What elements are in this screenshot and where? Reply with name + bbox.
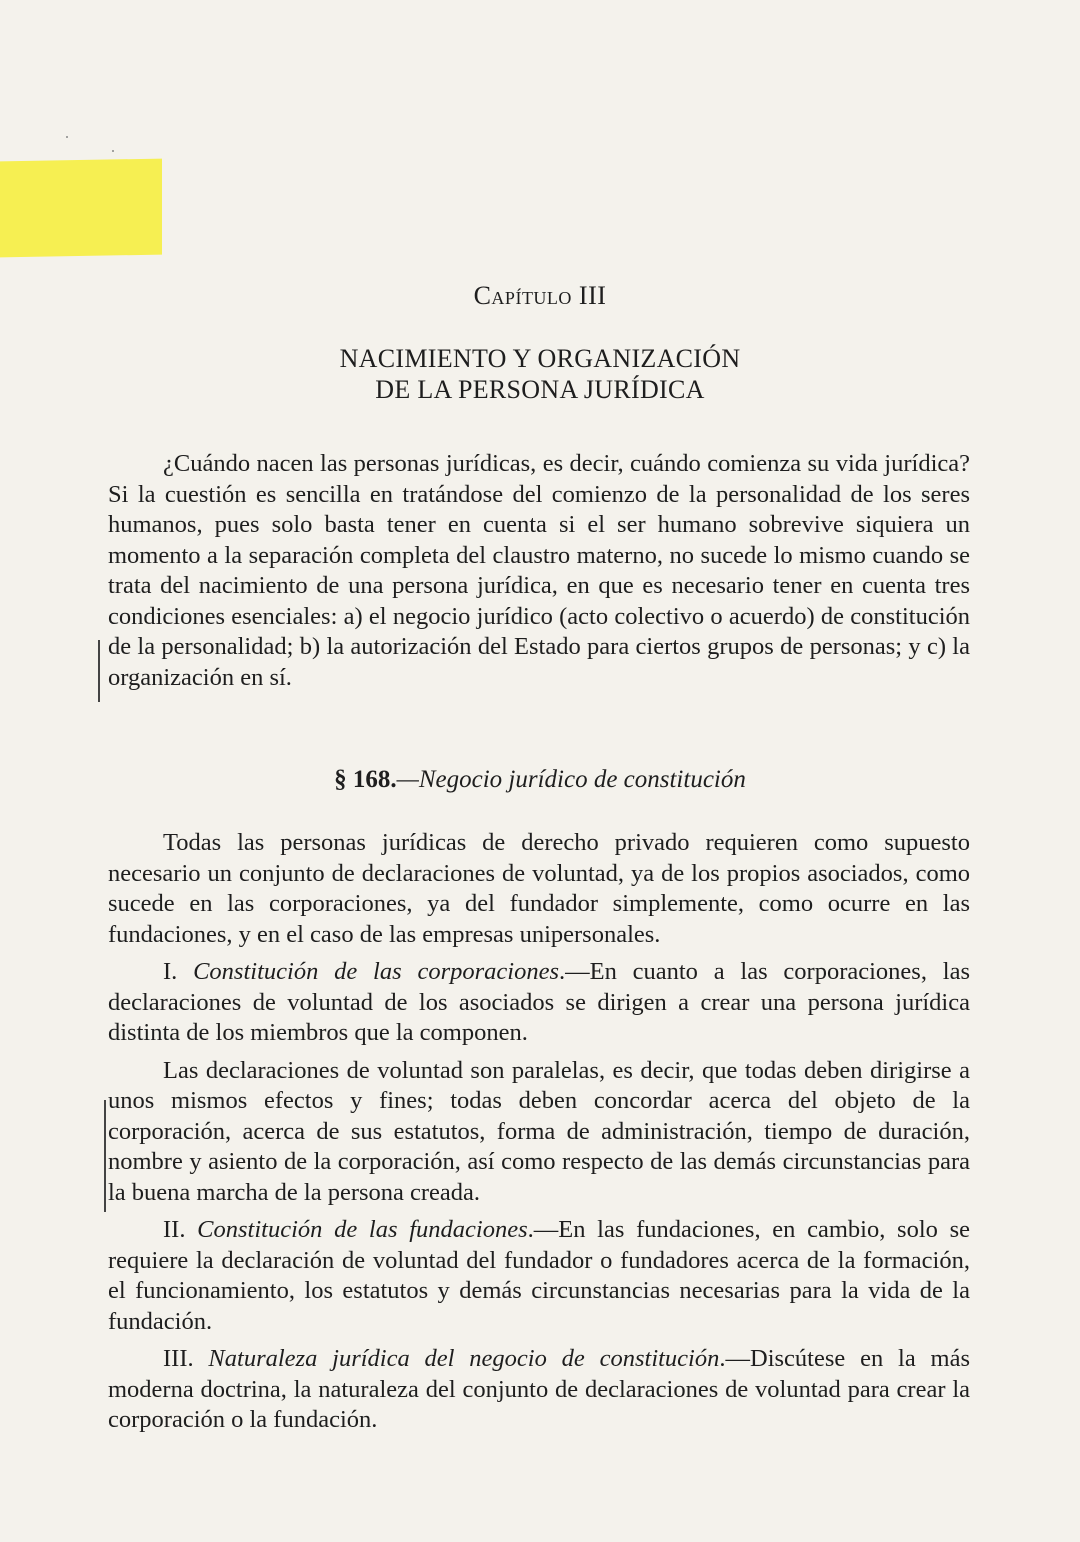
paragraph-1: Todas las personas jurídicas de derecho privado requieren como supuesto necesario un conjunto de declaraciones de voluntad, ya de los propios asociados, como sucede en las corporaciones, ya del fundador simplemente, como ocurre en las fundaciones, y en el caso de las empresas unipersonales.	[108, 829, 970, 948]
paragraph-2-text: .—En cuanto a las corporaciones, las declaraciones de voluntad de los asociados se dirigen a crear una persona jurídica distinta de los miembros que la componen.	[108, 958, 970, 1046]
paragraph-5	[108, 1344, 970, 1436]
chapter-title	[0, 343, 1080, 405]
paragraph-5-lead: III.	[163, 1345, 209, 1372]
paragraph-2-heading: Constitución de las corporaciones	[193, 958, 559, 985]
yellow-sticky-note	[0, 159, 162, 258]
margin-line-mark	[104, 1100, 106, 1212]
chapter-title-line-1: NACIMIENTO Y ORGANIZACIÓN	[339, 344, 741, 373]
paragraph-4-text: .—En las fundaciones, en cambio, solo se requiere la declaración de voluntad del fundador o fundadores acerca de la formación, el funcionamiento, los estatutos y demás circunstancias necesarias para la vida de la fundación.	[108, 1216, 970, 1335]
section-heading	[0, 766, 1080, 794]
margin-line-mark	[98, 640, 100, 702]
paragraph-5-text: .—Discútese en la más moderna doctrina, la naturaleza del conjunto de declaraciones de voluntad para crear la corporación o la fundación.	[108, 1345, 970, 1433]
speck-mark	[112, 150, 114, 152]
section-number: § 168.	[334, 766, 397, 793]
chapter-label: Capítulo III	[473, 281, 607, 310]
section-title: —Negocio jurídico de constitución	[396, 766, 746, 793]
paragraph-4-heading: Constitución de las fundaciones	[197, 1216, 528, 1243]
paragraph-2	[108, 957, 970, 1049]
speck-mark	[66, 136, 68, 138]
paragraph-4-lead: II.	[163, 1216, 198, 1243]
paragraph-4	[108, 1215, 970, 1337]
chapter-title-line-2: DE LA PERSONA JURÍDICA	[375, 375, 705, 404]
intro-paragraph: ¿Cuándo nacen las personas jurídicas, es decir, cuándo comienza su vida jurídica? Si la cuestión es sencilla en tratándose del comienzo de la personalidad de los seres humanos, pues solo basta tener en cuenta si el ser humano sobrevive siquiera un momento a la separación completa del claustro materno, no sucede lo mismo cuando se trata del nacimiento de una persona jurídica, en que es necesario tener en cuenta tres condiciones esenciales: a) el negocio jurídico (acto colectivo o acuerdo) de constitución de la personalidad; b) la autorización del Estado para ciertos grupos de personas; y c) la organización en sí.	[108, 450, 970, 691]
paragraph-3: Las declaraciones de voluntad son paralelas, es decir, que todas deben dirigirse a unos mismos efectos y fines; todas deben concordar acerca del objeto de la corporación, acerca de sus estatutos, forma de administración, tiempo de duración, nombre y asiento de la corporación, así como respecto de las demás circunstancias para la buena marcha de la persona creada.	[108, 1056, 970, 1206]
paragraph-2-lead: I.	[163, 958, 194, 985]
intro-block	[108, 449, 970, 693]
paragraph-5-heading: Naturaleza jurídica del negocio de constitución	[208, 1345, 720, 1372]
body-block	[108, 828, 970, 1436]
